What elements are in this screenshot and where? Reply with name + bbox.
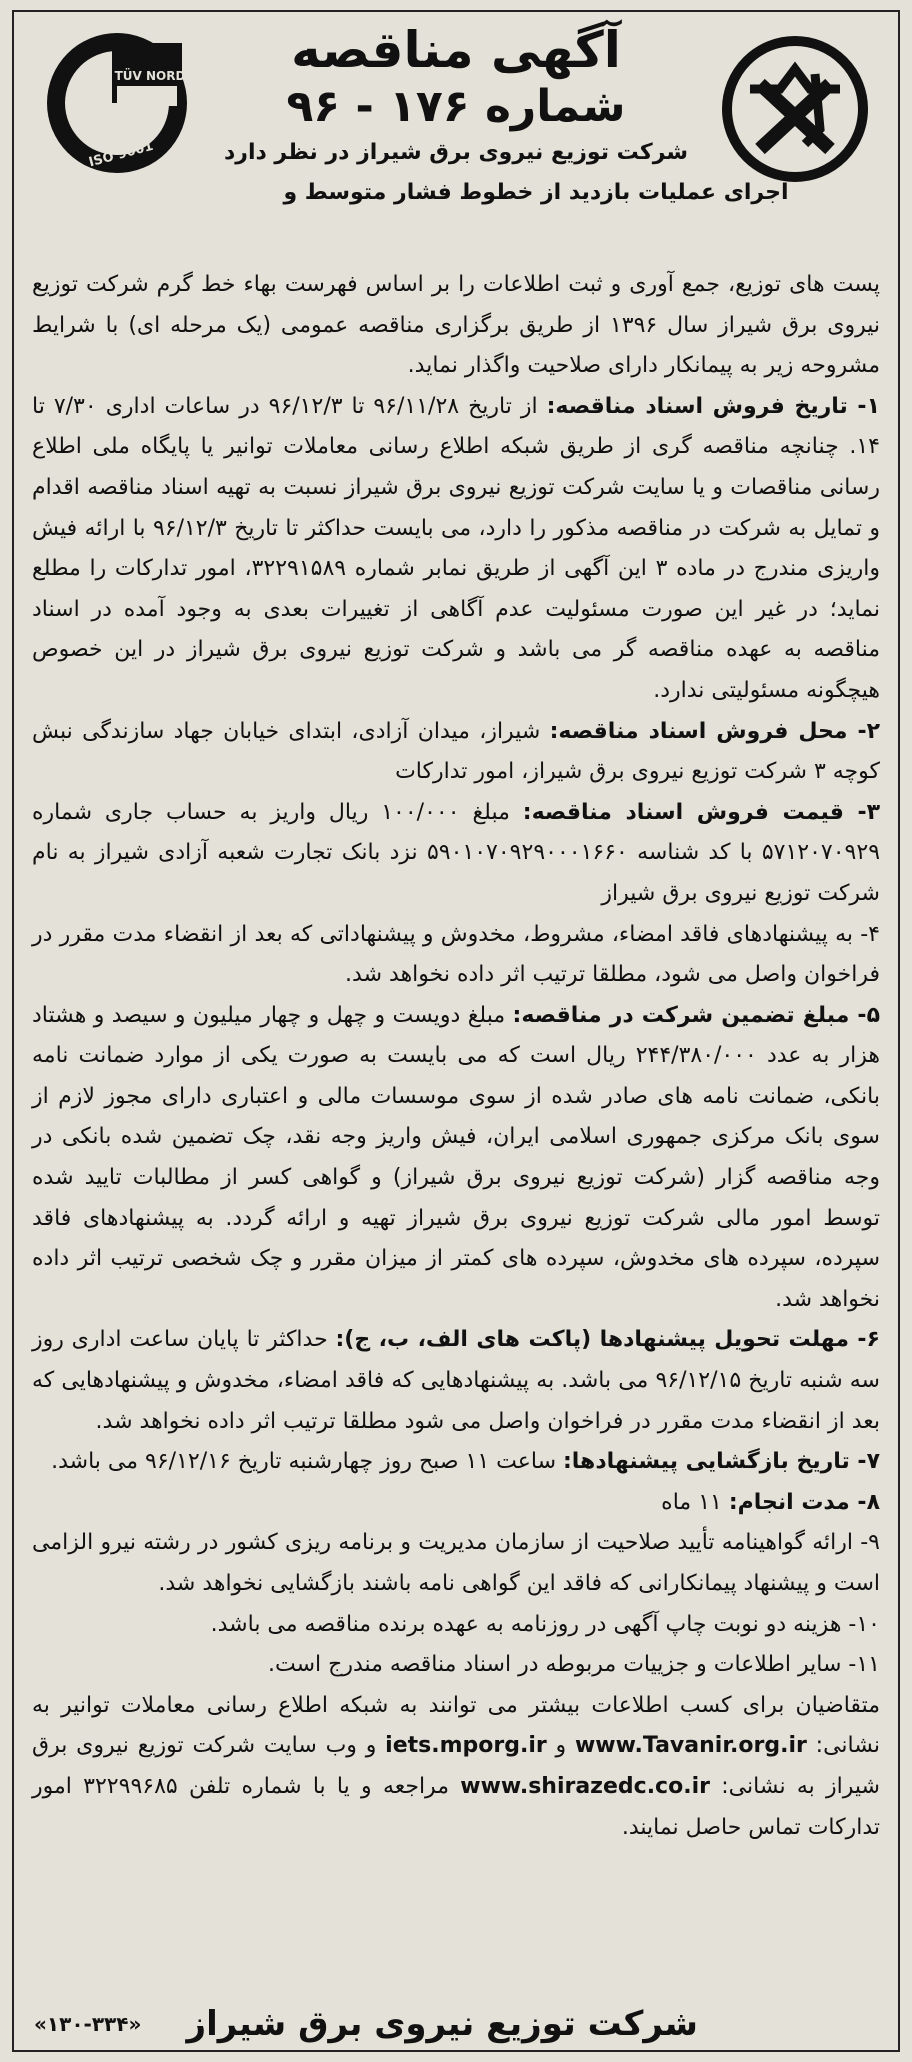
item-7-text: ساعت ۱۱ صبح روز چهارشنبه تاریخ ۹۶/۱۲/۱۶ می باشد. (51, 1449, 563, 1475)
tender-number: شماره ۱۷۶ - ۹۶ (286, 81, 626, 132)
iso-top-text: TÜV NORD (114, 69, 186, 83)
item-2-text: شیراز، میدان آزادی، ابتدای خیابان جهاد سازندگی نبش کوچه ۳ شرکت توزیع نیروی برق شیراز، امور تدارکات (32, 718, 880, 785)
intro-line-2: اجرای عملیات بازدید از خطوط فشار متوسط و (283, 180, 789, 205)
tavanir-link[interactable]: www.Tavanir.org.ir (574, 1733, 807, 1759)
iets-link[interactable]: iets.mporg.ir (385, 1733, 547, 1759)
item-7 (32, 1442, 880, 1483)
footer-code: «۱۳۰-۳۳۴» (34, 2012, 142, 2036)
iso-bottom-text: ISO 9001 (87, 138, 155, 171)
item-1-heading: ۱- تاریخ فروش اسناد مناقصه: (546, 393, 880, 419)
item-9 (32, 1523, 880, 1604)
page-title: آگهی مناقصه (291, 21, 621, 79)
item-4 (32, 915, 880, 996)
closing-part-1: متقاضیان برای کسب اطلاعات بیشتر می توانند به شبکه اطلاع رسانی معاملات توانیر به نشانی: (32, 1692, 880, 1759)
item-4-text: ۴- به پیشنهادهای فاقد امضاء، مشروط، مخدوش و پیشنهاداتی که بعد از انقضاء مدت مقرر در فراخوان واصل می شود، مطلقا ترتیب اثر داده نخواهد شد. (32, 921, 880, 988)
iso-9001-logo (42, 28, 192, 178)
intro-line-1: شرکت توزیع نیروی برق شیراز در نظر دارد (223, 140, 689, 165)
closing-part-3: و وب سایت شرکت توزیع نیروی برق شیراز به نشانی: (32, 1733, 880, 1799)
item-2-heading: ۲- محل فروش اسناد مناقصه: (549, 718, 881, 744)
item-1 (32, 387, 880, 712)
advertisement-frame (12, 10, 900, 2052)
item-7-heading: ۷- تاریخ بازگشایی پیشنهادها: (563, 1449, 880, 1475)
footer-company-name: شرکت توزیع نیروی برق شیراز (186, 2004, 698, 2044)
item-8-text: ۱۱ ماه (661, 1489, 729, 1515)
item-3-text: مبلغ ۱۰۰/۰۰۰ ریال واریز به حساب جاری شماره ۵۷۱۲۰۷۰۹۲۹ با کد شناسه ۵۹۰۱۰۷۰۹۲۹۰۰۰۱۶۶۰ نزد بانک تجارت شعبه آزادی شیراز به نام شرکت توزیع نیروی برق شیراز (32, 799, 881, 906)
item-11-text: ۱۱- سایر اطلاعات و جزییات مربوطه در اسناد مناقصه مندرج است. (267, 1652, 880, 1678)
closing-paragraph (32, 1686, 880, 1848)
item-1-text: از تاریخ ۹۶/۱۱/۲۸ تا ۹۶/۱۲/۳ در ساعات اداری ۷/۳۰ تا ۱۴. چنانچه مناقصه گری از طریق شبکه اطلاع رسانی معاملات توانیر یا پایگاه ملی اطلاع رسانی مناقصات و یا سایت شرکت توزیع نیروی برق شیراز نسبت به تهیه اسناد مناقصه اقدام و تمایل به شرکت در مناقصه مذکور را دارد، می بایست حداکثر تا تاریخ ۹۶/۱۲/۳ با ارائه فیش واریزی مندرج در ماده ۳ این آگهی از طریق نمابر شماره ۳۲۲۹۱۵۸۹، امور تدارکات را مطلع نماید؛ در غیر این صورت مسئولیت عدم آگاهی از تغییرات بعدی به وجود آمده در اسناد مناقصه به عهده مناقصه گر می باشد و شرکت توزیع نیروی برق شیراز در این خصوص هیچگونه مسئولیتی ندارد. (32, 393, 880, 703)
item-8 (32, 1483, 880, 1524)
item-9-text: ۹- ارائه گواهینامه تأیید صلاحیت از سازمان مدیریت و برنامه ریزی کشور در رشته نیرو الزامی است و پیشنهاد پیمانکارانی که فاقد این گواهی نامه باشند بازگشایی نخواهد شد. (32, 1530, 880, 1596)
header (32, 20, 880, 265)
item-6 (32, 1320, 880, 1442)
announcement-body (32, 265, 880, 1848)
item-5 (32, 996, 880, 1321)
intro-paragraph: پست های توزیع، جمع آوری و ثبت اطلاعات را بر اساس فهرست بهاء خط گرم شرکت توزیع نیروی برق شیراز سال ۱۳۹۶ از طریق برگزاری مناقصه عمومی (یک مرحله ای) با شرایط مشروحه زیر به پیمانکار دارای صلاحیت واگذار نماید. (32, 272, 880, 379)
item-6-heading: ۶- مهلت تحویل پیشنهادها (پاکت های الف، ب، ج): (335, 1327, 880, 1353)
company-logo (720, 34, 870, 184)
item-8-heading: ۸- مدت انجام: (728, 1489, 880, 1515)
closing-part-4: مراجعه و یا با شماره تلفن ۳۲۲۹۹۶۸۵ امور تدارکات تماس حاصل نمایند. (32, 1773, 880, 1840)
item-10-text: ۱۰- هزینه دو نوبت چاپ آگهی در روزنامه به عهده برنده مناقصه می باشد. (210, 1611, 880, 1637)
shirazedc-link[interactable]: www.shirazedc.co.ir (460, 1773, 710, 1799)
item-3-heading: ۳- قیمت فروش اسناد مناقصه: (522, 799, 881, 825)
item-11 (32, 1645, 880, 1686)
item-10 (32, 1605, 880, 1646)
title-block (202, 20, 710, 172)
item-5-text: مبلغ دویست و چهل و چهار میلیون و سیصد و هشتاد هزار به عدد ۲۴۴/۳۸۰/۰۰۰ ریال است که می بایست به صورت یکی از موارد ضمانت نامه بانکی، ضمانت نامه های صادر شده از سوی موسسات مالی و اعتباری دارای مجوز لازم از سوی بانک مرکزی جمهوری اسلامی ایران، فیش واریز وجه نقد، چک تضمین شده بانکی در وجه مناقصه گزار (شرکت توزیع نیروی برق شیراز) و گواهی کسر از مطالبات تایید شده توسط امور مالی شرکت توزیع نیروی برق شیراز تهیه و ارائه گردد. به پیشنهادهای فاقد سپرده، سپرده های مخدوش، سپرده های کمتر از میزان مقرر و چک شخصی ترتیب اثر داده نخواهد شد. (32, 1002, 880, 1312)
closing-part-2: و (546, 1733, 575, 1759)
item-5-heading: ۵- مبلغ تضمین شرکت در مناقصه: (512, 1002, 880, 1028)
item-3 (32, 793, 880, 915)
item-2 (32, 712, 880, 793)
item-6-text: حداکثر تا پایان ساعت اداری روز سه شنبه تاریخ ۹۶/۱۲/۱۵ می باشد. به پیشنهادهایی که فاقد امضاء، مخدوش و پیشنهادهایی که بعد از انقضاء مدت مقرر در فراخوان واصل می شود مطلقا ترتیب اثر داده نخواهد شد. (32, 1327, 880, 1434)
